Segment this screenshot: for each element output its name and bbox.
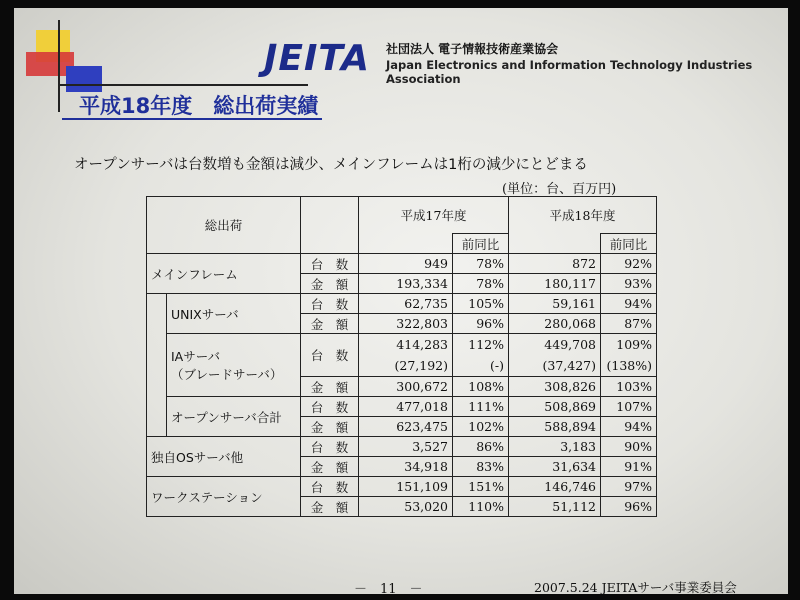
decor-blue-square [66, 66, 102, 92]
value-cell: 62,735 [359, 294, 453, 314]
pct-cell: 90% [601, 437, 657, 457]
pct-cell: 110% [453, 497, 509, 517]
category-ia-sublabel: （ブレードサーバ） [171, 367, 283, 382]
page-number: － 11 － [354, 582, 423, 594]
org-name-en: Japan Electronics and Information Technology Industries Association [386, 58, 753, 86]
qty-label: 台 数 [301, 397, 359, 417]
amt-label: 金 額 [301, 377, 359, 397]
year1-blank [359, 234, 453, 254]
pct-cell: 92% [601, 254, 657, 274]
category-unix: UNIXサーバ [167, 294, 301, 334]
qty-label: 台 数 [301, 477, 359, 497]
value-cell: 300,672 [359, 377, 453, 397]
pct-cell: 93% [601, 274, 657, 294]
pct-sub: (-) [490, 358, 504, 373]
year1-yoy-header: 前同比 [453, 234, 509, 254]
value-sub: (27,192) [394, 358, 448, 373]
value-cell: 193,334 [359, 274, 453, 294]
pct-cell: 102% [453, 417, 509, 437]
pct-cell: 107% [601, 397, 657, 417]
year2-yoy-header: 前同比 [601, 234, 657, 254]
year2-header: 平成18年度 [509, 197, 657, 234]
value-cell: 51,112 [509, 497, 601, 517]
header-blank [301, 197, 359, 254]
amt-label: 金 額 [301, 497, 359, 517]
amt-label: 金 額 [301, 417, 359, 437]
pct-cell: 94% [601, 417, 657, 437]
qty-label: 台 数 [301, 334, 359, 377]
value-cell [509, 334, 601, 377]
value-cell: 53,020 [359, 497, 453, 517]
pct-cell [453, 334, 509, 377]
value-cell: 146,746 [509, 477, 601, 497]
qty-label: 台 数 [301, 254, 359, 274]
pct-cell: 94% [601, 294, 657, 314]
table-row [147, 254, 657, 274]
table-row [147, 437, 657, 457]
year2-blank [509, 234, 601, 254]
qty-label: 台 数 [301, 294, 359, 314]
pct-cell: 103% [601, 377, 657, 397]
value-cell: 949 [359, 254, 453, 274]
pct-main: 109% [616, 337, 652, 352]
category-workstation: ワークステーション [147, 477, 301, 517]
qty-label: 台 数 [301, 437, 359, 457]
value-cell: 477,018 [359, 397, 453, 417]
pct-cell: 111% [453, 397, 509, 417]
category-mainframe: メインフレーム [147, 254, 301, 294]
pct-cell: 78% [453, 274, 509, 294]
category-ia-label: IAサーバ [171, 349, 221, 364]
pct-main: 112% [468, 337, 504, 352]
value-cell: 623,475 [359, 417, 453, 437]
value-cell: 31,634 [509, 457, 601, 477]
unit-note: (単位：台、百万円) [502, 182, 617, 197]
value-cell: 588,894 [509, 417, 601, 437]
shipment-table [146, 196, 657, 517]
value-cell: 508,869 [509, 397, 601, 417]
pct-cell: 86% [453, 437, 509, 457]
pct-cell: 96% [453, 314, 509, 334]
pct-cell: 83% [453, 457, 509, 477]
row-header-label: 総出荷 [147, 197, 301, 254]
value-main: 414,283 [396, 337, 448, 352]
year1-header: 平成17年度 [359, 197, 509, 234]
value-cell: 59,161 [509, 294, 601, 314]
value-cell: 280,068 [509, 314, 601, 334]
pct-sub: (138%) [606, 358, 652, 373]
category-open-total: オープンサーバ合計 [167, 397, 301, 437]
value-cell: 151,109 [359, 477, 453, 497]
pct-cell: 108% [453, 377, 509, 397]
pct-cell: 78% [453, 254, 509, 274]
pct-cell: 97% [601, 477, 657, 497]
value-cell: 872 [509, 254, 601, 274]
table-row [147, 397, 657, 417]
slide [14, 8, 788, 594]
value-cell: 180,117 [509, 274, 601, 294]
footer-date: 2007.5.24 JEITAサーバ事業委員会 [534, 580, 737, 594]
decor-horizontal-line [58, 84, 308, 86]
table-row [147, 294, 657, 314]
value-cell: 322,803 [359, 314, 453, 334]
value-cell: 34,918 [359, 457, 453, 477]
amt-label: 金 額 [301, 274, 359, 294]
slide-subtitle: オープンサーバは台数増も金額は減少、メインフレームは1桁の減少にとどまる [74, 157, 588, 173]
value-cell: 3,183 [509, 437, 601, 457]
org-name-jp: 社団法人 電子情報技術産業協会 [386, 42, 559, 56]
title-underline [62, 118, 322, 120]
pct-cell [601, 334, 657, 377]
category-ia [167, 334, 301, 397]
value-main: 449,708 [544, 337, 596, 352]
value-cell: 308,826 [509, 377, 601, 397]
header-row-1 [147, 197, 657, 234]
amt-label: 金 額 [301, 457, 359, 477]
decor-vertical-line [58, 20, 60, 112]
category-proprietary: 独自OSサーバ他 [147, 437, 301, 477]
value-cell: 3,527 [359, 437, 453, 457]
pct-cell: 105% [453, 294, 509, 314]
pct-cell: 96% [601, 497, 657, 517]
table-row [147, 477, 657, 497]
value-sub: (37,427) [542, 358, 596, 373]
pct-cell: 87% [601, 314, 657, 334]
table-row [147, 334, 657, 377]
pct-cell: 91% [601, 457, 657, 477]
jeita-logo: JEITA [264, 38, 371, 79]
value-cell [359, 334, 453, 377]
pct-cell: 151% [453, 477, 509, 497]
indent-cell [147, 294, 167, 437]
slide-title: 平成18年度 総出荷実績 [79, 94, 319, 118]
amt-label: 金 額 [301, 314, 359, 334]
